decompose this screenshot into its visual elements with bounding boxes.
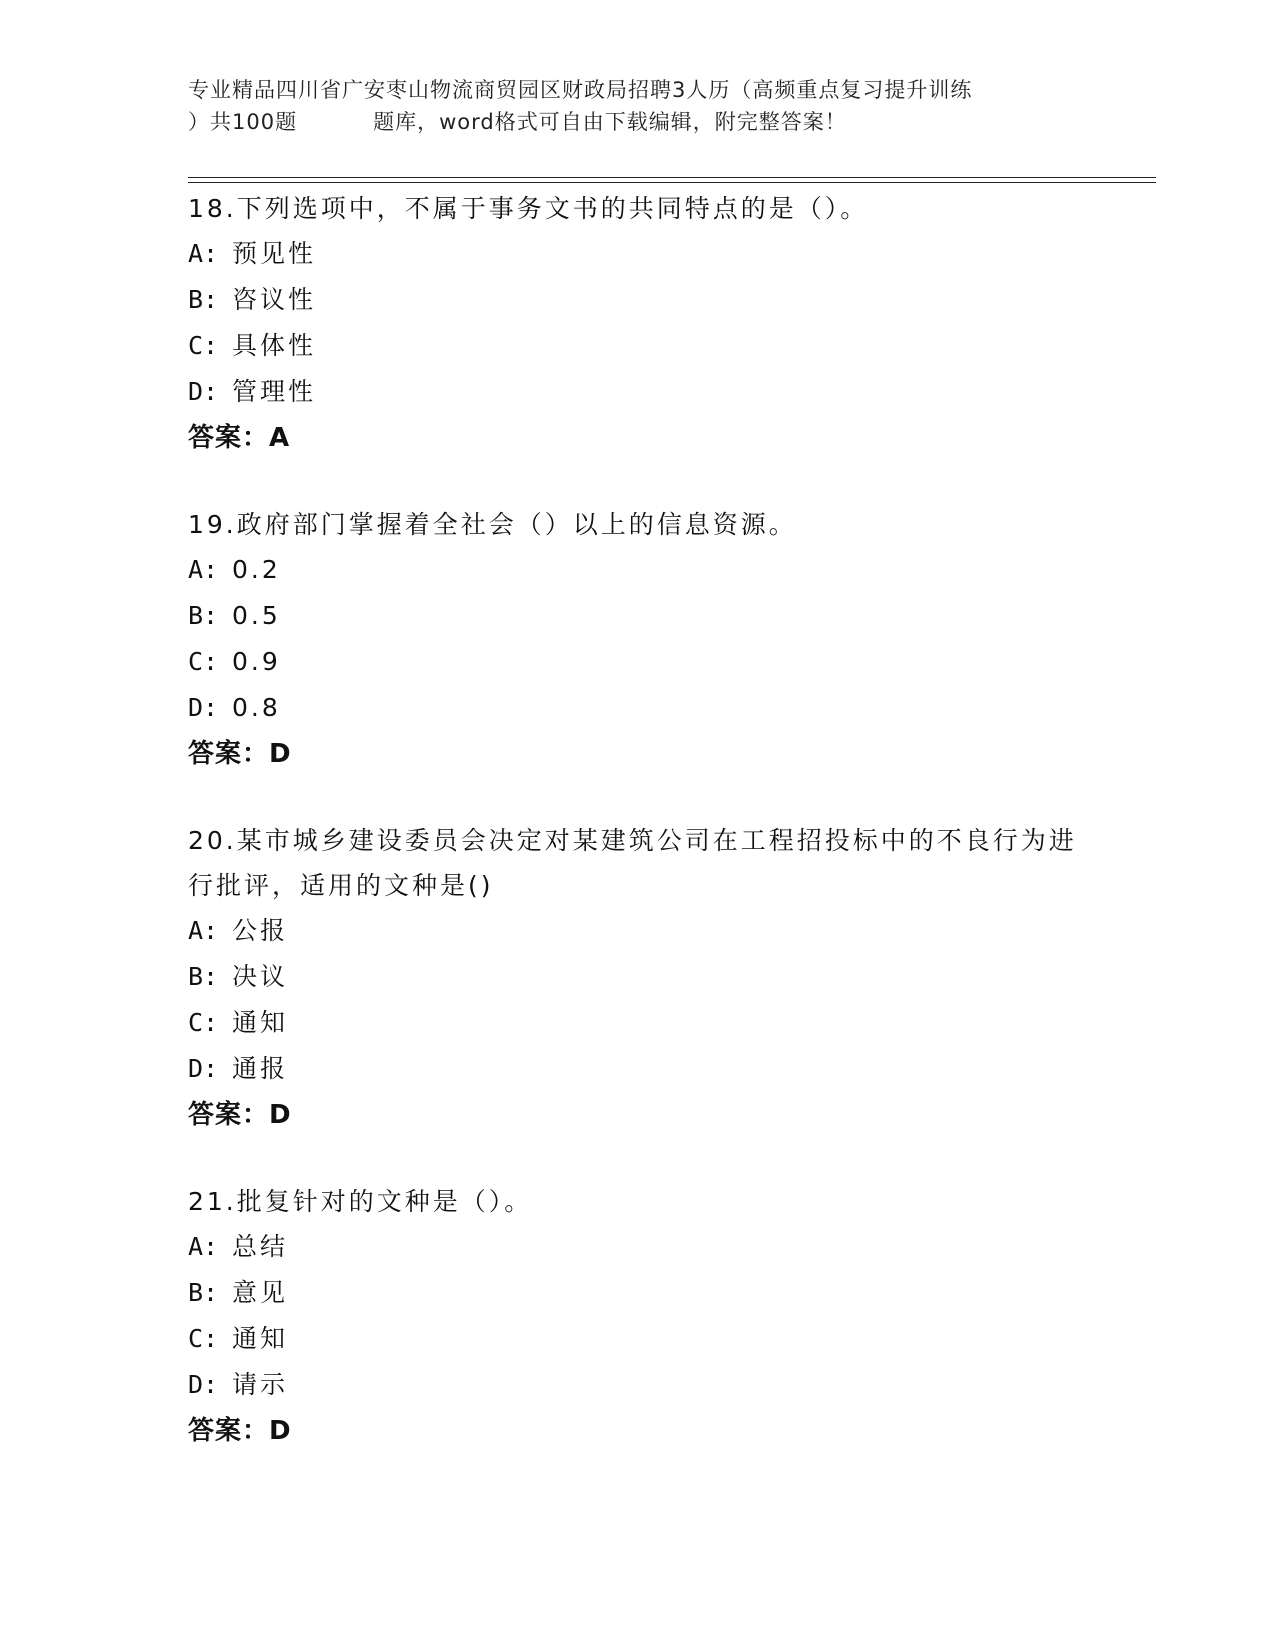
option-letter: B: <box>188 601 219 630</box>
option-letter: A: <box>188 239 219 268</box>
option-text: 0.9 <box>232 647 281 676</box>
option-letter: C: <box>188 647 219 676</box>
header-line-2-part-b: 题库，word格式可自由下载编辑，附完整答案！ <box>373 110 847 134</box>
option-text: 请示 <box>232 1370 289 1399</box>
option-letter: B: <box>188 1278 219 1307</box>
header-line-1: 专业精品四川省广安枣山物流商贸园区财政局招聘3人历（高频重点复习提升训练 <box>188 78 973 102</box>
option-text: 0.8 <box>232 693 281 722</box>
option-text: 通知 <box>232 1324 289 1353</box>
option-text: 0.5 <box>232 601 281 630</box>
document-header <box>188 74 1088 138</box>
option-letter: A: <box>188 1232 219 1261</box>
option-letter: C: <box>188 1324 219 1353</box>
option-d <box>188 369 1088 415</box>
answer-line: 答案：D <box>188 1416 292 1446</box>
option-a <box>188 547 1088 593</box>
header-rule-bottom <box>188 182 1156 183</box>
header-line-2 <box>188 106 1088 138</box>
header-line-2-part-a: ）共100题 <box>188 110 298 134</box>
option-text: 通报 <box>232 1054 289 1083</box>
option-text: 总结 <box>232 1232 289 1261</box>
option-text: 通知 <box>232 1008 289 1037</box>
option-letter: C: <box>188 1008 219 1037</box>
option-letter: A: <box>188 916 219 945</box>
question-19 <box>188 502 1088 777</box>
option-text: 预见性 <box>232 239 317 268</box>
question-18 <box>188 186 1088 461</box>
answer-line: 答案：A <box>188 423 291 453</box>
option-d <box>188 685 1088 731</box>
option-d <box>188 1046 1088 1092</box>
option-c <box>188 1000 1088 1046</box>
option-a <box>188 1224 1088 1270</box>
option-letter: B: <box>188 962 219 991</box>
option-text: 公报 <box>232 916 289 945</box>
option-text: 0.2 <box>232 555 281 584</box>
question-stem: 20.某市城乡建设委员会决定对某建筑公司在工程招投标中的不良行为进行批评，适用的文种是() <box>188 826 1077 900</box>
option-a <box>188 231 1088 277</box>
option-d <box>188 1362 1088 1408</box>
option-letter: D: <box>188 377 219 406</box>
option-b <box>188 277 1088 323</box>
option-letter: D: <box>188 1054 219 1083</box>
option-c <box>188 1316 1088 1362</box>
answer-line: 答案：D <box>188 1100 292 1130</box>
option-text: 决议 <box>232 962 289 991</box>
option-text: 咨议性 <box>232 285 317 314</box>
question-20 <box>188 818 1088 1138</box>
answer-line: 答案：D <box>188 739 292 769</box>
header-rule-top <box>188 177 1156 178</box>
option-letter: D: <box>188 1370 219 1399</box>
question-list <box>188 186 1088 1495</box>
question-stem: 21.批复针对的文种是（）。 <box>188 1187 533 1216</box>
option-text: 意见 <box>232 1278 289 1307</box>
option-letter: A: <box>188 555 219 584</box>
option-letter: D: <box>188 693 219 722</box>
option-c <box>188 639 1088 685</box>
option-b <box>188 593 1088 639</box>
question-stem: 18.下列选项中，不属于事务文书的共同特点的是（）。 <box>188 194 869 223</box>
option-letter: B: <box>188 285 219 314</box>
option-c <box>188 323 1088 369</box>
option-b <box>188 1270 1088 1316</box>
option-b <box>188 954 1088 1000</box>
option-letter: C: <box>188 331 219 360</box>
question-21 <box>188 1179 1088 1454</box>
option-text: 管理性 <box>232 377 317 406</box>
option-text: 具体性 <box>232 331 317 360</box>
option-a <box>188 908 1088 954</box>
question-stem: 19.政府部门掌握着全社会（）以上的信息资源。 <box>188 510 797 539</box>
